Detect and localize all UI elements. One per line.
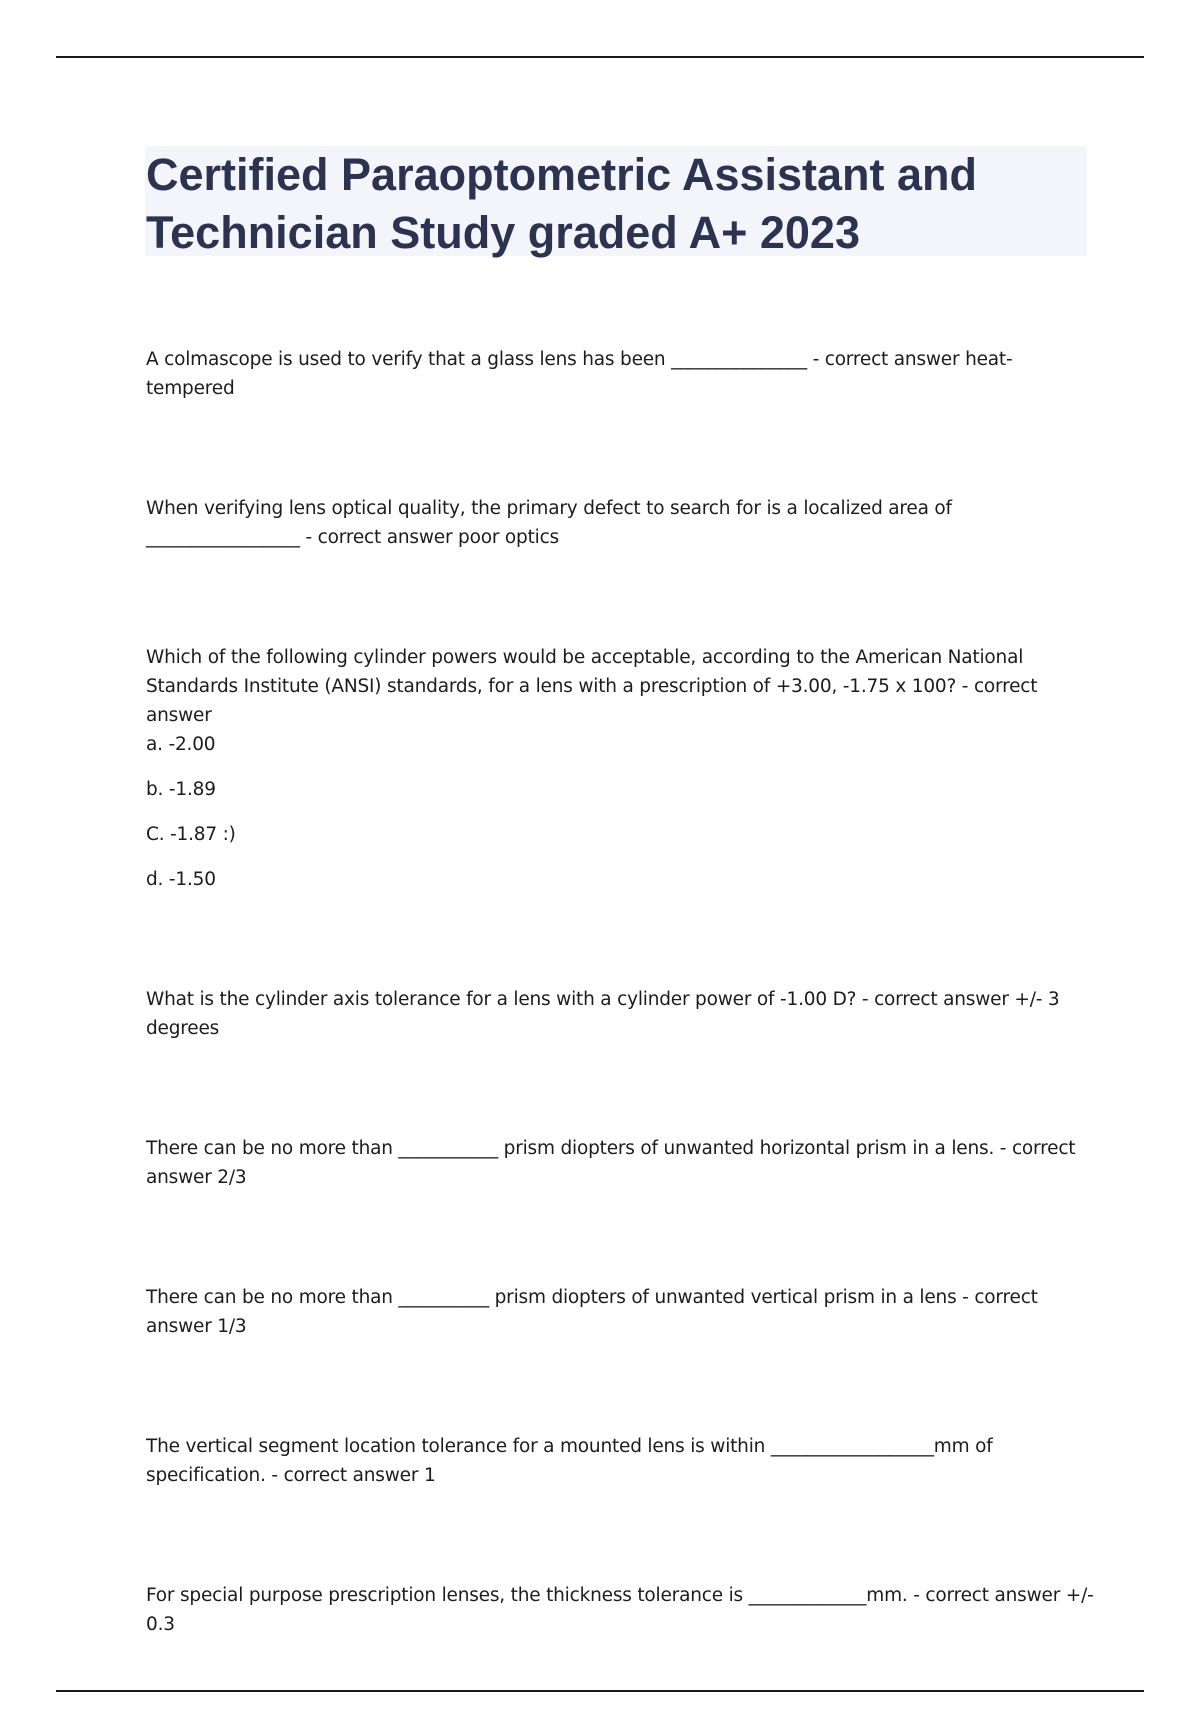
question-text: A colmascope is used to verify that a glass lens has been _______________ - correct answer heat-tempered (146, 349, 1013, 399)
top-rule (56, 56, 1144, 58)
question-text: There can be no more than __________ prism diopters of unwanted vertical prism in a lens - correct answer 1/3 (146, 1287, 1038, 1337)
question-item (146, 1283, 1096, 1341)
question-text: Which of the following cylinder powers would be acceptable, according to the American National Standards Institute (ANSI) standards, for a lens with a prescription of +3.00, -1.75 x 100? - correct answer (146, 647, 1038, 726)
question-text: The vertical segment location tolerance for a mounted lens is within __________________mm of specification. - correct answer 1 (146, 1436, 993, 1486)
question-text: What is the cylinder axis tolerance for a lens with a cylinder power of -1.00 D? - correct answer +/- 3 degrees (146, 989, 1060, 1039)
answer-option: C. -1.87 :) (146, 824, 236, 845)
question-item (146, 643, 1096, 894)
answer-option: d. -1.50 (146, 869, 216, 890)
question-item (146, 985, 1096, 1043)
question-item (146, 1432, 1096, 1490)
question-item (146, 1581, 1096, 1639)
answer-option: a. -2.00 (146, 734, 216, 755)
answer-option: b. -1.89 (146, 779, 216, 800)
document-title: Certified Paraoptometric Assistant and Technician Study graded A+ 2023 (146, 149, 978, 258)
question-text: For special purpose prescription lenses, the thickness tolerance is _____________mm. - correct answer +/- 0.3 (146, 1585, 1094, 1635)
question-text: There can be no more than ___________ prism diopters of unwanted horizontal prism in a lens. - correct answer 2/3 (146, 1138, 1076, 1188)
question-list (146, 345, 1096, 1730)
question-item (146, 345, 1096, 403)
bottom-rule (56, 1690, 1144, 1692)
question-item (146, 494, 1096, 552)
question-text: When verifying lens optical quality, the primary defect to search for is a localized area of _________________ - correct answer poor optics (146, 498, 952, 548)
question-item (146, 1134, 1096, 1192)
